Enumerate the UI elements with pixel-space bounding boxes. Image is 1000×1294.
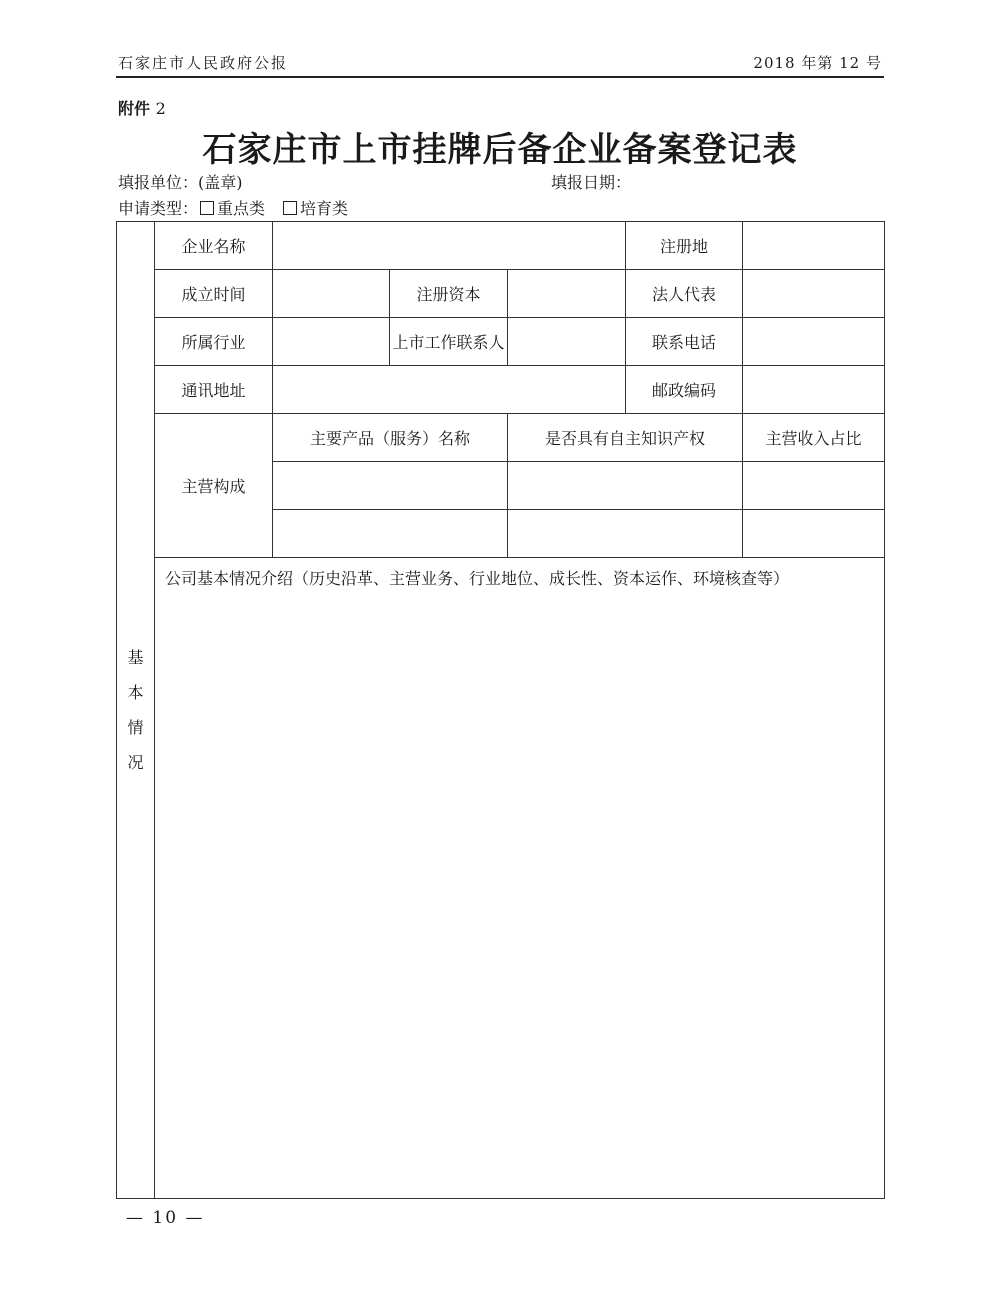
fill-unit-label: 填报单位：(盖章) [118,173,243,192]
registered-capital-label: 注册资本 [390,270,508,318]
contact-phone-label: 联系电话 [626,318,743,366]
header-divider [116,76,884,78]
listing-contact-field[interactable] [508,318,626,366]
listing-contact-label: 上市工作联系人 [390,318,508,366]
ip-rights-field-2[interactable] [508,510,743,558]
apply-type-label: 申请类型： [118,199,199,218]
contact-phone-field[interactable] [743,318,885,366]
registration-form-table [116,221,885,1199]
publication-name: 石家庄市人民政府公报 [118,54,289,72]
revenue-share-field-1[interactable] [743,462,885,510]
registered-capital-field[interactable] [508,270,626,318]
address-label: 通讯地址 [155,366,273,414]
page-title: 石家庄市上市挂牌后备企业备案登记表 [202,130,798,170]
company-name-field[interactable] [273,222,626,270]
section-basic-info: 基 本 情 况 [117,222,155,1199]
checkbox-key-type[interactable] [200,201,214,215]
industry-label: 所属行业 [155,318,273,366]
company-intro-field[interactable] [155,558,885,1199]
registered-place-field[interactable] [743,222,885,270]
main-products-header: 主要产品（服务）名称 [273,414,508,462]
apply-type-row [118,196,348,219]
option-cultivation-type: 培育类 [300,199,349,218]
ip-rights-field-1[interactable] [508,462,743,510]
attachment-text: 附件 [118,99,151,118]
company-intro-label: 公司基本情况介绍（历史沿革、主营业务、行业地位、成长性、资本运作、环境核查等） [165,569,790,588]
registered-place-label: 注册地 [626,222,743,270]
revenue-share-header: 主营收入占比 [743,414,885,462]
postal-code-field[interactable] [743,366,885,414]
established-time-label: 成立时间 [155,270,273,318]
option-key-type: 重点类 [217,199,266,218]
legal-representative-field[interactable] [743,270,885,318]
checkbox-cultivation-type[interactable] [283,201,297,215]
ip-rights-header: 是否具有自主知识产权 [508,414,743,462]
revenue-share-field-2[interactable] [743,510,885,558]
main-products-field-1[interactable] [273,462,508,510]
page-number: — 10 — [126,1208,205,1228]
established-time-field[interactable] [273,270,390,318]
main-business-label: 主营构成 [155,414,273,558]
postal-code-label: 邮政编码 [626,366,743,414]
industry-field[interactable] [273,318,390,366]
attachment-number: 2 [155,99,166,118]
legal-representative-label: 法人代表 [626,270,743,318]
issue-number: 2018 年第 12 号 [753,54,882,72]
company-name-label: 企业名称 [155,222,273,270]
address-field[interactable] [273,366,626,414]
attachment-label [118,96,166,119]
main-products-field-2[interactable] [273,510,508,558]
fill-date-label: 填报日期： [551,173,632,192]
